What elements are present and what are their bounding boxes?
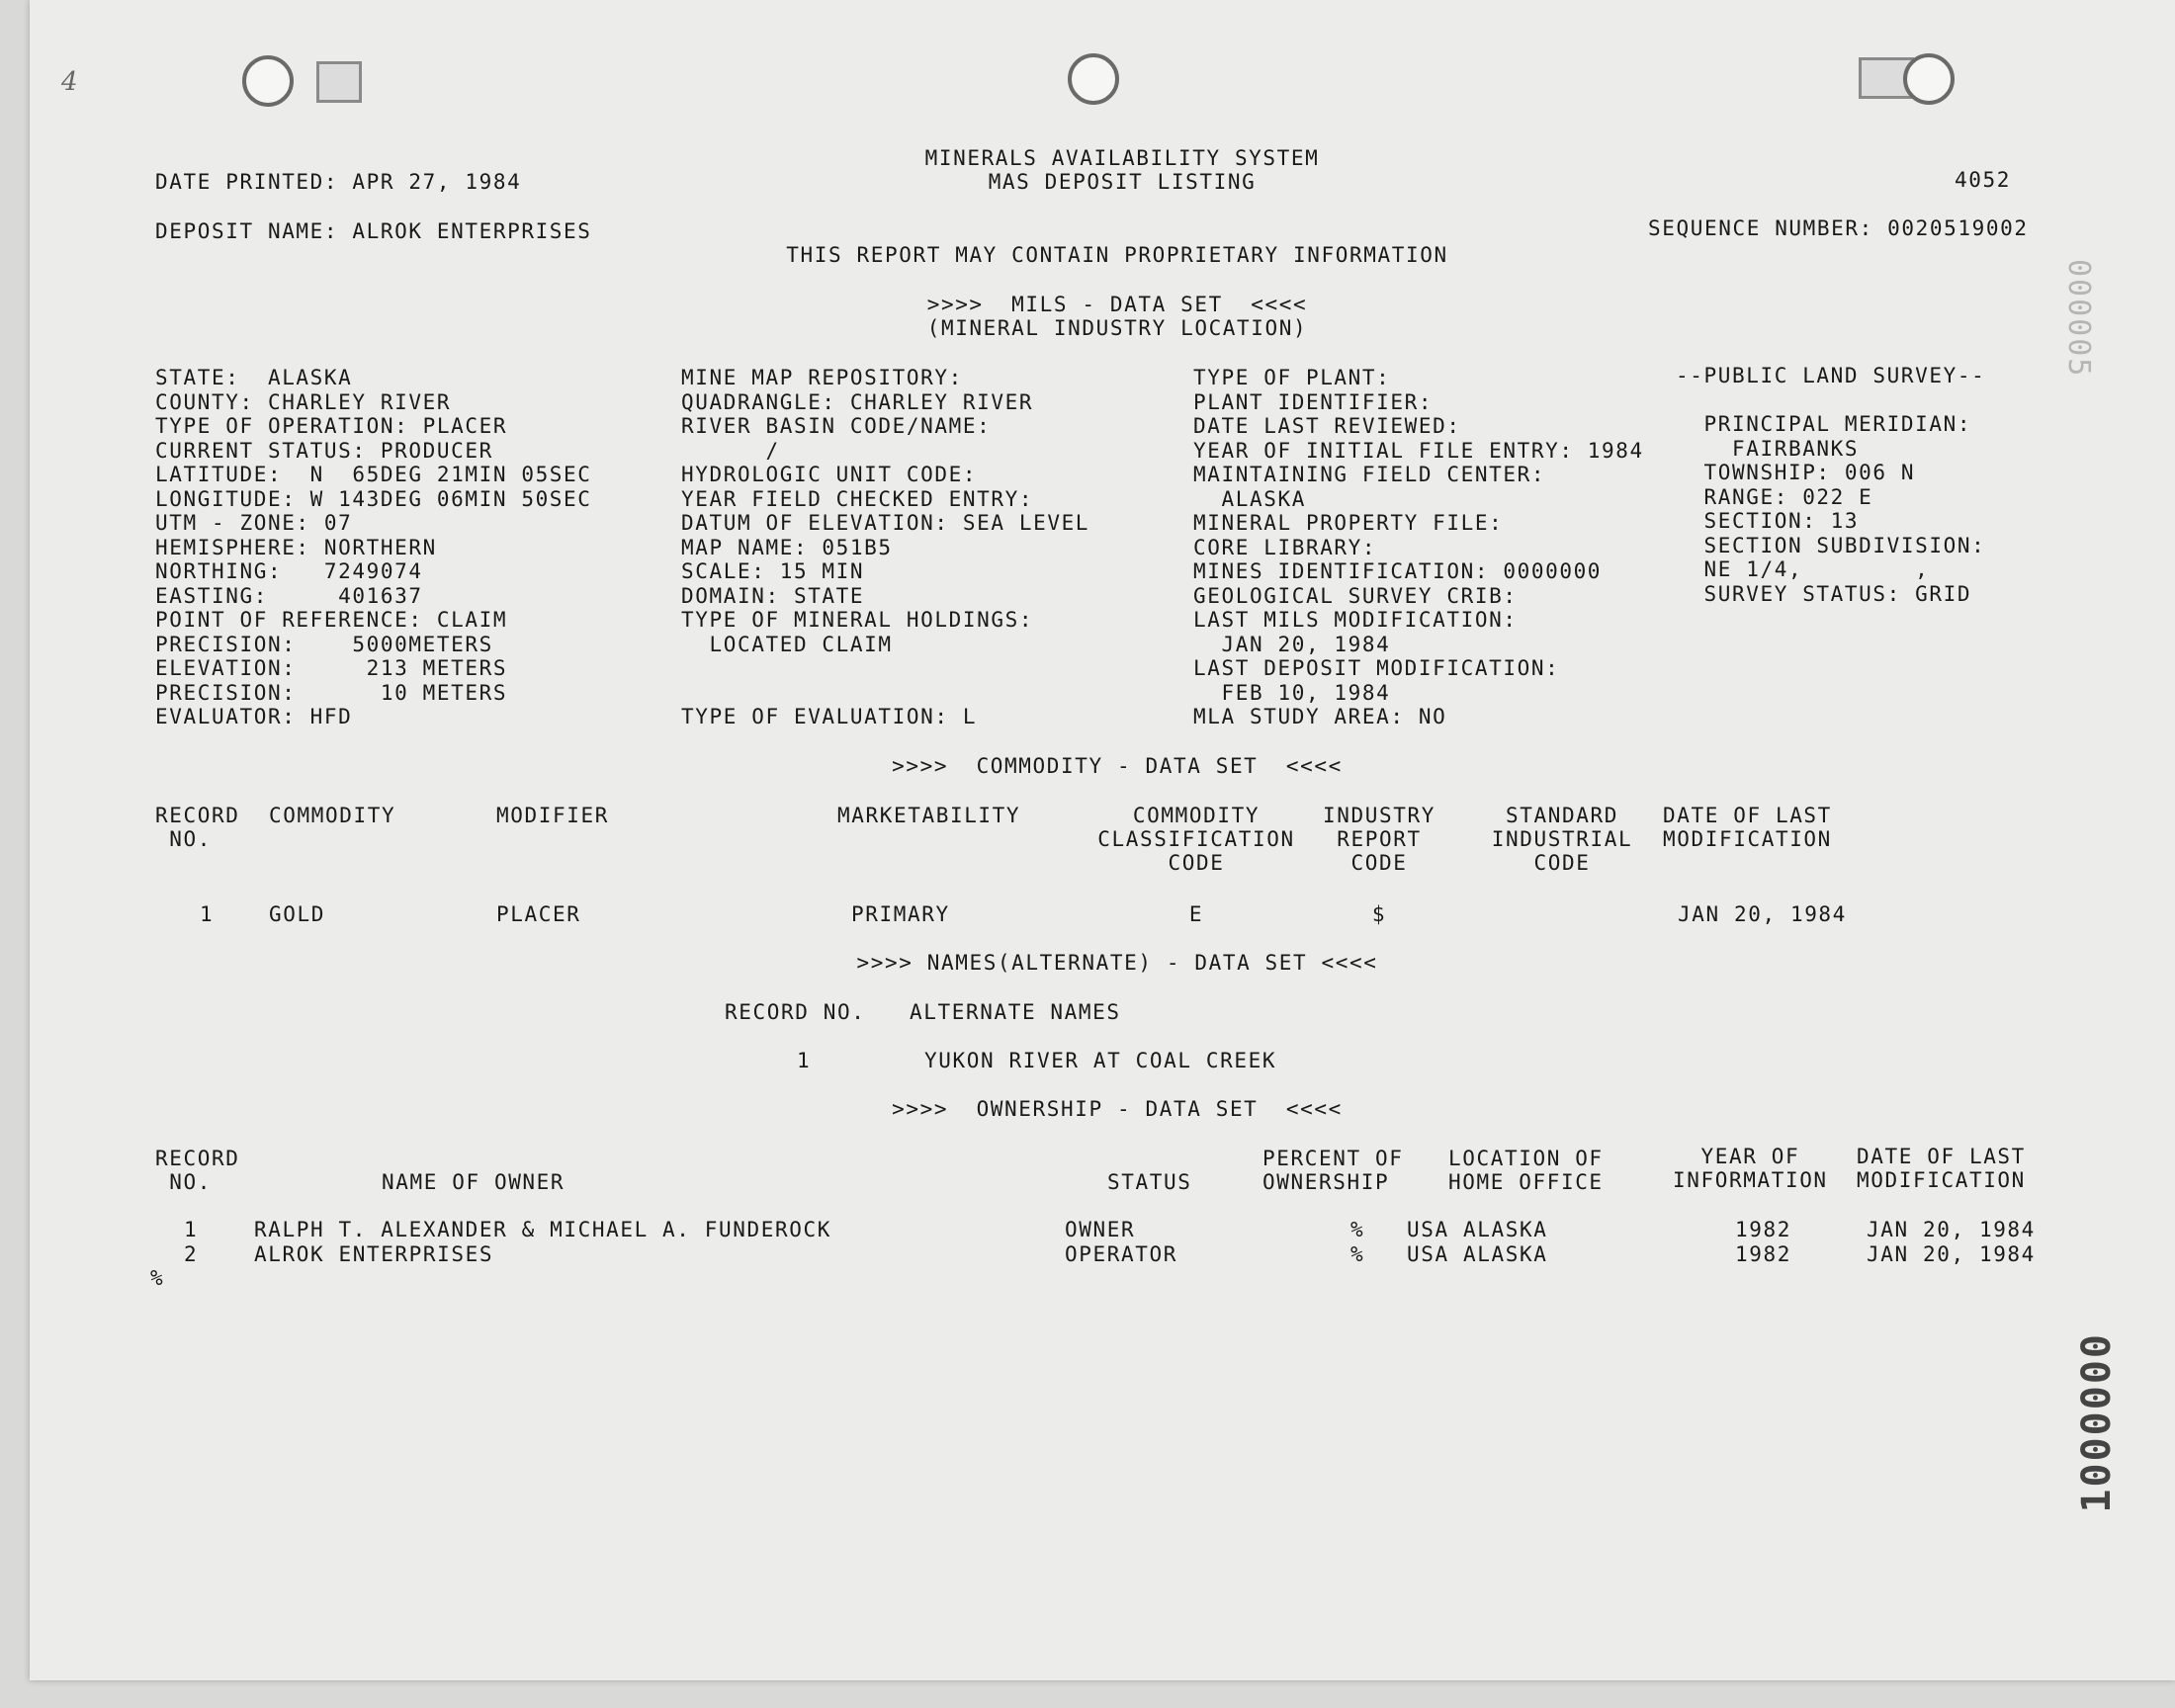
mils-field: UTM - ZONE: 07 — [155, 511, 353, 535]
ownership-owner-name: ALROK ENTERPRISES — [254, 1242, 494, 1266]
mils-field: TYPE OF EVALUATION: L — [681, 705, 978, 728]
mils-field: DATE LAST REVIEWED: — [1193, 414, 1461, 438]
binder-tab-left — [316, 61, 362, 103]
mils-field: FAIRBANKS — [1676, 436, 1860, 461]
names-alternate-name: YUKON RIVER AT COAL CREEK — [924, 1049, 1277, 1072]
mils-field: LONGITUDE: W 143DEG 06MIN 50SEC — [155, 486, 592, 511]
mils-field: YEAR FIELD CHECKED ENTRY: — [681, 486, 1034, 511]
mils-field: LAST MILS MODIFICATION: — [1193, 608, 1518, 632]
mils-field: DATUM OF ELEVATION: SEA LEVEL — [681, 511, 1090, 535]
commodity-name: GOLD — [269, 902, 325, 926]
mils-field: SECTION: 13 — [1676, 509, 1860, 533]
ownership-header-year: YEAR OF INFORMATION — [1673, 1145, 1828, 1192]
commodity-header-modifier: MODIFIER — [496, 804, 609, 827]
ownership-footer-mark: % — [150, 1266, 165, 1290]
ownership-date: JAN 20, 1984 — [1867, 1218, 2036, 1241]
punch-hole-left — [242, 55, 294, 107]
mils-field: RIVER BASIN CODE/NAME: — [681, 414, 992, 438]
mils-field: LOCATED CLAIM — [681, 632, 893, 656]
mils-field: POINT OF REFERENCE: CLAIM — [155, 608, 508, 632]
commodity-marketability: PRIMARY — [851, 902, 950, 926]
mils-field: MINERAL PROPERTY FILE: — [1193, 511, 1504, 535]
mils-heading: >>>> MILS - DATA SET <<<< — [926, 293, 1308, 316]
mils-field: LAST DEPOSIT MODIFICATION: — [1193, 656, 1560, 680]
mils-field: NE 1/4, , — [1676, 557, 1930, 581]
mils-field: PRECISION: 5000METERS — [155, 632, 493, 656]
mils-field: CORE LIBRARY: — [1193, 535, 1377, 559]
deposit-name: DEPOSIT NAME: ALROK ENTERPRISES — [155, 219, 592, 243]
margin-stamp-top: 000005 — [2061, 259, 2096, 379]
mils-field: EASTING: 401637 — [155, 583, 423, 608]
mils-field: JAN 20, 1984 — [1193, 632, 1391, 656]
mils-field: MAP NAME: 051B5 — [681, 535, 893, 559]
proprietary-notice: THIS REPORT MAY CONTAIN PROPRIETARY INFORMATION — [786, 243, 1448, 267]
mils-field: LATITUDE: N 65DEG 21MIN 05SEC — [155, 463, 592, 486]
commodity-header-commodity: COMMODITY — [269, 804, 396, 827]
commodity-industry-code: $ — [1371, 902, 1387, 926]
mils-field: HYDROLOGIC UNIT CODE: — [681, 463, 978, 486]
commodity-header-date: DATE OF LAST MODIFICATION — [1663, 804, 1832, 851]
mils-field: PRECISION: 10 METERS — [155, 680, 508, 705]
mils-field: DOMAIN: STATE — [681, 583, 865, 608]
ownership-percent: % — [1350, 1218, 1365, 1241]
date-printed: DATE PRINTED: APR 27, 1984 — [155, 170, 522, 194]
ownership-owner-name: RALPH T. ALEXANDER & MICHAEL A. FUNDEROCK — [254, 1218, 831, 1241]
commodity-header-record: RECORD NO. — [155, 804, 240, 851]
names-header-record: RECORD NO. — [725, 1000, 866, 1024]
mils-field: MAINTAINING FIELD CENTER: — [1193, 463, 1546, 486]
ownership-location: USA ALASKA — [1407, 1218, 1548, 1241]
mils-field: MINE MAP REPOSITORY: — [681, 366, 963, 389]
mils-subheading: (MINERAL INDUSTRY LOCATION) — [926, 316, 1308, 340]
mils-field: CURRENT STATUS: PRODUCER — [155, 438, 493, 463]
ownership-year: 1982 — [1735, 1242, 1791, 1266]
names-heading: >>>> NAMES(ALTERNATE) - DATA SET <<<< — [856, 951, 1378, 975]
mils-field: / — [681, 438, 780, 463]
mils-field: SCALE: 15 MIN — [681, 559, 865, 583]
mils-field: TYPE OF OPERATION: PLACER — [155, 414, 508, 438]
commodity-date: JAN 20, 1984 — [1678, 902, 1847, 926]
mils-field: STATE: ALASKA — [155, 366, 353, 389]
punch-hole-right — [1903, 53, 1955, 105]
mils-field: EVALUATOR: HFD — [155, 705, 353, 728]
commodity-modifier: PLACER — [496, 902, 581, 926]
mils-field: QUADRANGLE: CHARLEY RIVER — [681, 389, 1034, 414]
ownership-header-status: STATUS — [1107, 1170, 1192, 1194]
sequence-number: SEQUENCE NUMBER: 0020519002 — [1648, 216, 2029, 240]
mils-field: RANGE: 022 E — [1676, 484, 1873, 509]
mils-field: MINES IDENTIFICATION: 0000000 — [1193, 559, 1603, 583]
commodity-header-standard: STANDARD INDUSTRIAL CODE — [1491, 804, 1633, 875]
ownership-year: 1982 — [1735, 1218, 1791, 1241]
ownership-record: 1 — [184, 1218, 199, 1241]
ownership-heading: >>>> OWNERSHIP - DATA SET <<<< — [892, 1097, 1343, 1121]
margin-stamp-bottom: 1000000 — [2074, 1332, 2120, 1513]
ownership-header-owner: NAME OF OWNER — [382, 1170, 566, 1194]
ownership-header-date: DATE OF LAST MODIFICATION — [1857, 1145, 2026, 1192]
mils-field: TYPE OF MINERAL HOLDINGS: — [681, 608, 1034, 632]
names-record: 1 — [797, 1049, 812, 1072]
commodity-record: 1 — [200, 902, 215, 926]
ownership-date: JAN 20, 1984 — [1867, 1242, 2036, 1266]
system-title: MINERALS AVAILABILITY SYSTEM — [924, 146, 1320, 170]
corner-mark: 4 — [61, 67, 78, 97]
ownership-percent: % — [1350, 1242, 1365, 1266]
mils-field: SECTION SUBDIVISION: — [1676, 533, 1986, 557]
commodity-heading: >>>> COMMODITY - DATA SET <<<< — [892, 754, 1343, 778]
mils-field: GEOLOGICAL SURVEY CRIB: — [1193, 583, 1518, 608]
mils-field: COUNTY: CHARLEY RIVER — [155, 389, 452, 414]
mils-field: TOWNSHIP: 006 N — [1676, 461, 1916, 484]
commodity-header-classification: COMMODITY CLASSIFICATION CODE — [1097, 804, 1295, 875]
page-number: 4052 — [1955, 168, 2011, 192]
ownership-header-percent: PERCENT OF OWNERSHIP — [1262, 1147, 1404, 1194]
commodity-header-industry: INDUSTRY REPORT CODE — [1323, 804, 1436, 875]
ownership-record: 2 — [184, 1242, 199, 1266]
mils-field: NORTHING: 7249074 — [155, 559, 423, 583]
ownership-location: USA ALASKA — [1407, 1242, 1548, 1266]
mils-field: FEB 10, 1984 — [1193, 680, 1391, 705]
mils-field: YEAR OF INITIAL FILE ENTRY: 1984 — [1193, 438, 1644, 463]
report-page — [30, 0, 2175, 1680]
mils-field: PLANT IDENTIFIER: — [1193, 389, 1434, 414]
mils-field: TYPE OF PLANT: — [1193, 366, 1391, 389]
mils-field: --PUBLIC LAND SURVEY-- — [1676, 364, 1986, 387]
ownership-header-record: RECORD NO. — [155, 1147, 240, 1194]
ownership-status: OWNER — [1065, 1218, 1136, 1241]
names-header-names: ALTERNATE NAMES — [910, 1000, 1121, 1024]
ownership-status: OPERATOR — [1065, 1242, 1177, 1266]
mils-field: PRINCIPAL MERIDIAN: — [1676, 412, 1972, 436]
mils-field: MLA STUDY AREA: NO — [1193, 705, 1447, 728]
commodity-header-marketability: MARKETABILITY — [837, 804, 1021, 827]
mils-field: SURVEY STATUS: GRID — [1676, 581, 1972, 606]
listing-title: MAS DEPOSIT LISTING — [988, 170, 1257, 194]
ownership-header-location: LOCATION OF HOME OFFICE — [1448, 1147, 1604, 1194]
mils-field: HEMISPHERE: NORTHERN — [155, 535, 437, 559]
punch-hole-center — [1068, 53, 1119, 105]
commodity-classification: E — [1188, 902, 1204, 926]
mils-field: ALASKA — [1193, 486, 1306, 511]
mils-field: ELEVATION: 213 METERS — [155, 656, 508, 680]
